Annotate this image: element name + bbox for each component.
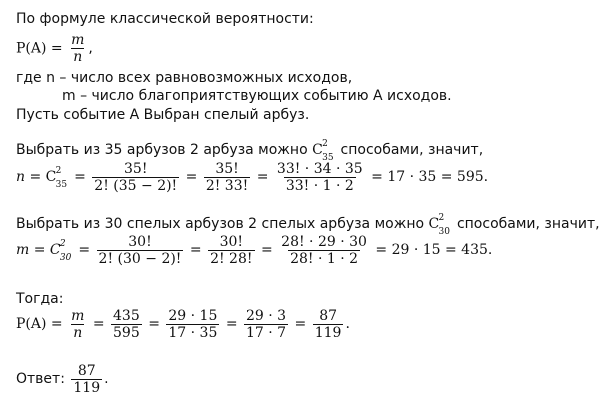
equals: = <box>225 316 238 332</box>
equals: = <box>73 242 95 258</box>
fraction-m-over-n <box>69 32 86 65</box>
fraction-denominator: 119 <box>73 379 101 396</box>
event-definition: Пусть событие A Выбран спелый арбуз. <box>16 107 310 123</box>
fraction <box>244 308 288 341</box>
fraction-numerator: 28! · 29 · 30 <box>281 233 367 250</box>
fraction-denominator: 2! 33! <box>205 177 249 194</box>
final-probability <box>16 307 350 341</box>
fraction-numerator: 435 <box>113 307 140 324</box>
fraction-numerator: 87 <box>77 362 96 379</box>
n-result: = 17 · 35 = 595. <box>366 169 489 185</box>
answer-label: Ответ: <box>16 371 65 387</box>
binom-base: C <box>312 142 323 158</box>
binomial-coefficient <box>49 233 72 267</box>
formula-lhs: P(A) = <box>16 40 63 57</box>
fraction-numerator: m <box>71 32 85 48</box>
fraction-numerator: m <box>71 307 85 324</box>
fraction-numerator: 35! <box>215 160 239 177</box>
fraction-numerator: 35! <box>124 160 148 177</box>
fraction-denominator: 17 · 7 <box>246 324 287 341</box>
fraction <box>69 308 86 341</box>
answer-line <box>16 362 109 396</box>
binom-base: C <box>45 169 57 185</box>
fraction-denominator: 33! · 1 · 2 <box>285 177 354 194</box>
fraction-numerator: 33! · 34 · 35 <box>276 160 363 177</box>
fraction-numerator: 30! <box>128 233 152 250</box>
definition-n: где n – число всех равновозможных исходов, <box>16 70 353 86</box>
equals: = <box>185 242 207 258</box>
n-text-after: способами, значит, <box>336 142 484 158</box>
fraction-denominator: 2! (30 − 2)! <box>98 250 182 267</box>
intro-line: По формуле классической вероятности: <box>16 11 314 27</box>
binom-sub: 35 <box>55 180 68 190</box>
fraction <box>92 161 179 194</box>
m-statement <box>16 213 600 237</box>
equals: = <box>92 316 105 332</box>
fraction <box>313 308 344 341</box>
then-label: Тогда: <box>16 291 64 307</box>
binom-sub: 30 <box>59 253 72 263</box>
period: . <box>345 316 350 332</box>
period: . <box>104 371 109 387</box>
binom-base: C <box>49 242 61 258</box>
m-equation <box>16 233 492 267</box>
binomial-coefficient <box>45 160 68 194</box>
binom-base: C <box>428 216 440 232</box>
m-text-before: Выбрать из 30 спелых арбузов 2 спелых арбуза можно <box>16 216 429 232</box>
fraction <box>204 161 250 194</box>
fraction-denominator: 17 · 35 <box>168 324 218 341</box>
fraction-denominator: 595 <box>113 324 140 341</box>
probability-formula <box>16 32 93 65</box>
binomial-coefficient <box>428 213 450 237</box>
equals: = <box>69 169 91 185</box>
fraction <box>111 308 142 341</box>
fraction-denominator: 119 <box>314 324 342 341</box>
fraction-numerator: 30! <box>219 233 244 250</box>
fraction <box>208 234 254 267</box>
binom-sub: 35 <box>322 153 334 163</box>
fraction-denominator: 28! · 1 · 2 <box>290 250 359 267</box>
fraction <box>279 234 369 267</box>
m-result: = 29 · 15 = 435. <box>370 242 493 258</box>
fraction <box>275 161 365 194</box>
equals: = <box>256 242 278 258</box>
fraction-numerator: 29 · 3 <box>246 307 287 324</box>
binom-sup: 2 <box>438 213 445 223</box>
n-text-before: Выбрать из 35 арбузов 2 арбуза можно <box>16 142 313 158</box>
equals: = <box>252 169 273 185</box>
equals: = <box>294 316 307 332</box>
binom-sup: 2 <box>55 166 62 176</box>
fraction <box>97 234 184 267</box>
equals: = <box>148 316 160 332</box>
answer-fraction <box>71 363 102 396</box>
fraction-numerator: 29 · 15 <box>168 307 218 324</box>
binom-sub: 30 <box>438 227 450 237</box>
fraction-denominator: 2! 28! <box>210 250 253 267</box>
binom-sup: 2 <box>322 139 328 149</box>
n-lhs: n = <box>16 169 46 185</box>
fraction-numerator: 87 <box>319 307 338 324</box>
fraction <box>166 308 219 341</box>
fraction-denominator: n <box>73 49 83 65</box>
equals: = <box>181 169 202 185</box>
fraction-denominator: n <box>73 324 83 341</box>
n-statement <box>16 139 484 163</box>
n-equation <box>16 160 488 194</box>
formula-comma: , <box>88 40 93 57</box>
binom-sup: 2 <box>59 239 66 249</box>
final-lhs: P(A) = <box>16 316 63 332</box>
binomial-coefficient <box>312 139 334 163</box>
m-text-after: способами, значит, <box>452 216 600 232</box>
m-lhs: m = <box>16 242 50 258</box>
definition-m: m – число благоприятствующих событию A исходов. <box>62 88 452 104</box>
fraction-denominator: 2! (35 − 2)! <box>94 177 178 194</box>
